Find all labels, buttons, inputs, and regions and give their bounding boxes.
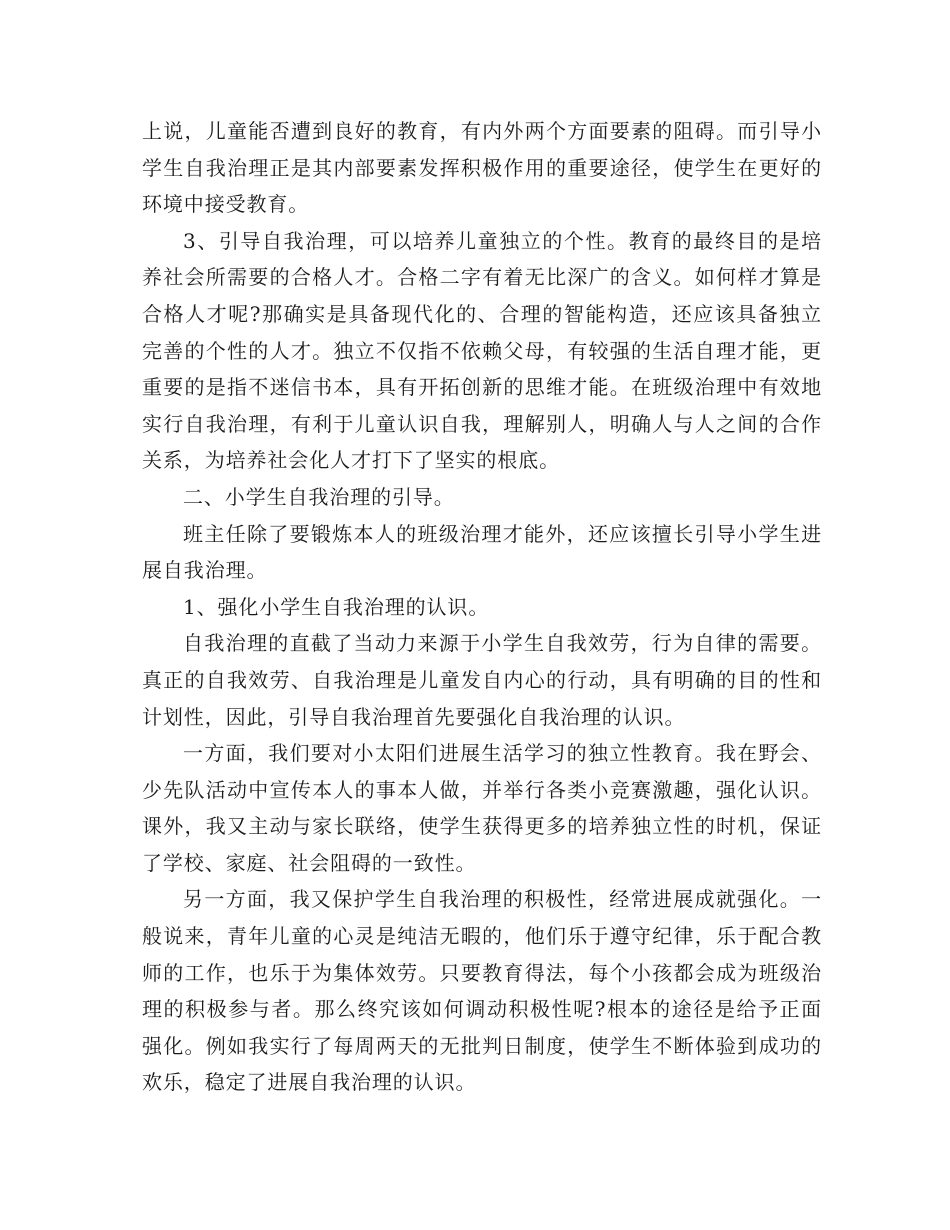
document-body	[142, 113, 822, 1101]
paragraph-3: 班主任除了要锻炼本人的班级治理才能外，还应该擅长引导小学生进展自我治理。	[142, 521, 822, 583]
subsection-heading: 1、强化小学生自我治理的认识。	[183, 594, 490, 619]
paragraph-6: 另一方面，我又保护学生自我治理的积极性，经常进展成就强化。一般说来，青年儿童的心灵是纯洁无暇的，他们乐于遵守纪律，乐于配合教师的工作，也乐于为集体效劳。只要教育得法，每个小孩都会成为班级治理的积极参与者。那么终究该如何调动积极性呢?根本的途径是给予正面强化。例如我实行了每周两天的无批判日制度，使学生不断体验到成功的欢乐，稳定了进展自我治理的认识。	[142, 887, 822, 1095]
section-heading: 二、小学生自我治理的引导。	[183, 484, 455, 509]
paragraph-1: 上说，儿童能否遭到良好的教育，有内外两个方面要素的阻碍。而引导小学生自我治理正是其内部要素发挥积极作用的重要途径，使学生在更好的环境中接受教育。	[142, 119, 822, 217]
paragraph-2: 3、引导自我治理，可以培养儿童独立的个性。教育的最终目的是培养社会所需要的合格人才。合格二字有着无比深广的含义。如何样才算是合格人才呢?那确实是具备现代化的、合理的智能构造，还应该具备独立完善的个性的人才。独立不仅指不依赖父母，有较强的生活自理才能，更重要的是指不迷信书本，具有开拓创新的思维才能。在班级治理中有效地实行自我治理，有利于儿童认识自我，理解别人，明确人与人之间的合作关系，为培养社会化人才打下了坚实的根底。	[142, 228, 822, 473]
paragraph-5: 一方面，我们要对小太阳们进展生活学习的独立性教育。我在野会、少先队活动中宣传本人的事本人做，并举行各类小竞赛激趣，强化认识。课外，我又主动与家长联络，使学生获得更多的培养独立性的时机，保证了学校、家庭、社会阻碍的一致性。	[142, 741, 822, 875]
paragraph-4: 自我治理的直截了当动力来源于小学生自我效劳，行为自律的需要。真正的自我效劳、自我治理是儿童发自内心的行动，具有明确的目的性和计划性，因此，引导自我治理首先要强化自我治理的认识。	[142, 631, 822, 729]
